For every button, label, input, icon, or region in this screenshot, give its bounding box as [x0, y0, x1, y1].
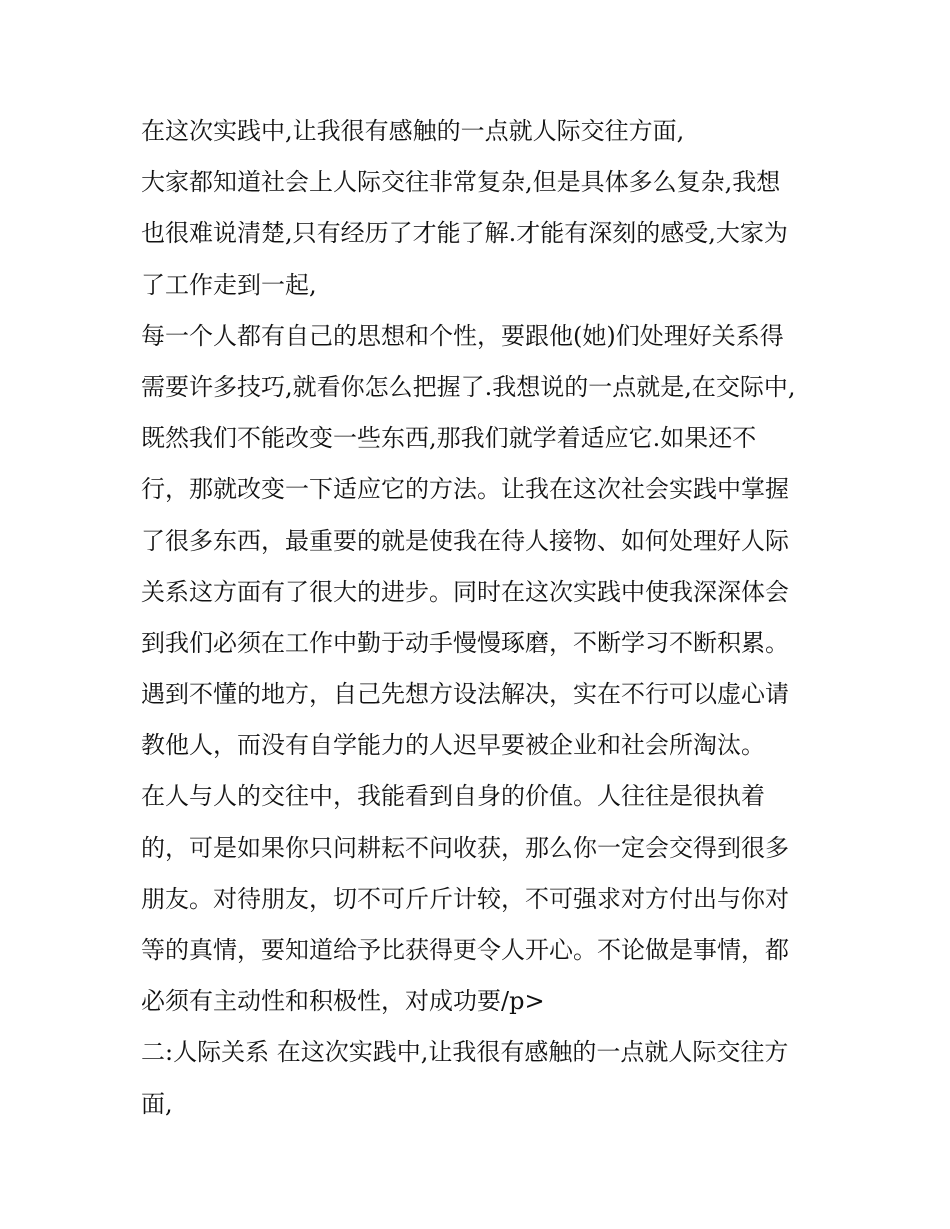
text-line: 需要许多技巧,就看你怎么把握了.我想说的一点就是,在交际中, [141, 372, 796, 401]
text-line: 必须有主动性和积极性，对成功要/p> [141, 987, 545, 1016]
text-line: 面, [141, 1089, 173, 1118]
text-line: 的，可是如果你只问耕耘不问收获，那么你一定会交得到很多 [141, 833, 789, 862]
text-line: 行，那就改变一下适应它的方法。让我在这次社会实践中掌握 [141, 475, 789, 504]
text-line: 到我们必须在工作中勤于动手慢慢琢磨，不断学习不断积累。 [141, 628, 789, 657]
text-line: 遇到不懂的地方，自己先想方设法解决，实在不行可以虚心请 [141, 680, 789, 709]
document-body [141, 106, 821, 1130]
text-line: 朋友。对待朋友，切不可斤斤计较，不可强求对方付出与你对 [141, 884, 789, 913]
text-line: 了很多东西，最重要的就是使我在待人接物、如何处理好人际 [141, 526, 789, 555]
text-line: 二:人际关系 在这次实践中,让我很有感触的一点就人际交往方 [141, 1038, 789, 1067]
text-line: 在人与人的交往中，我能看到自身的价值。人往往是很执着 [141, 782, 765, 811]
text-line: 教他人，而没有自学能力的人迟早要被企业和社会所淘汰。 [141, 731, 765, 760]
text-line: 了工作走到一起, [141, 270, 317, 299]
text-line: 在这次实践中,让我很有感触的一点就人际交往方面, [141, 117, 685, 145]
text-line: 关系这方面有了很大的进步。同时在这次实践中使我深深体会 [141, 577, 789, 606]
text-line: 大家都知道社会上人际交往非常复杂,但是具体多么复杂,我想 [141, 168, 781, 197]
text-line: 也很难说清楚,只有经历了才能了解.才能有深刻的感受,大家为 [141, 219, 788, 248]
text-line: 每一个人都有自己的思想和个性，要跟他(她)们处理好关系得 [141, 321, 784, 350]
text-line: 等的真情，要知道给予比获得更令人开心。不论做是事情，都 [141, 936, 789, 964]
text-line: 既然我们不能改变一些东西,那我们就学着适应它.如果还不 [141, 424, 757, 453]
